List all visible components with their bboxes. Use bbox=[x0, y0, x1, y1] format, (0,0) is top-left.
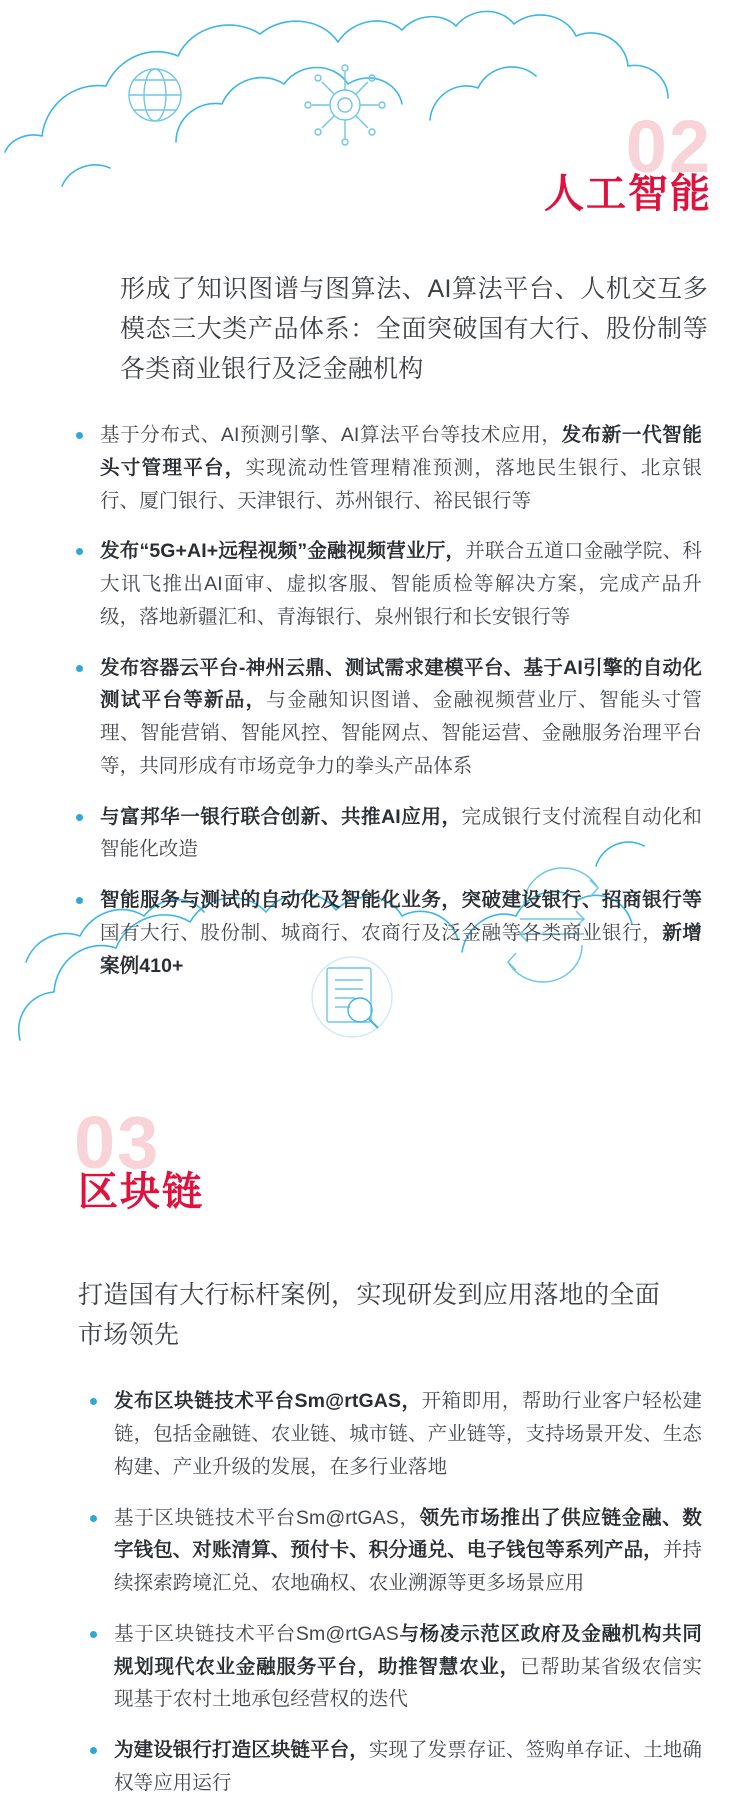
bullet-list-ai bbox=[0, 419, 750, 982]
section-blockchain bbox=[0, 1058, 750, 1799]
list-item: 基于区块链技术平台Sm@rtGAS，领先市场推出了供应链金融、数字钱包、对账清算、预付卡、积分通兑、电子钱包等系列产品，并持续探索跨境汇兑、农地确权、农业溯源等更多场景应用 bbox=[88, 1502, 702, 1600]
section-description: 形成了知识图谱与图算法、AI算法平台、人机交互多模态三大类产品体系：全面突破国有大行、股份制等各类商业银行及泛金融机构 bbox=[120, 275, 708, 383]
section-number: 02 bbox=[625, 105, 712, 188]
list-item: 发布容器云平台-神州云鼎、测试需求建模平台、基于AI引擎的自动化测试平台等新品，与金融知识图谱、金融视频营业厅、智能头寸管理、智能营销、智能风控、智能网点、智能运营、金融服务治理平台等，共同形成有市场竞争力的拳头产品体系 bbox=[74, 652, 702, 783]
section-spacer bbox=[0, 1000, 750, 1058]
section-header-ai bbox=[0, 105, 750, 236]
bullet-list-blockchain bbox=[0, 1385, 750, 1799]
list-item: 基于分布式、AI预测引擎、AI算法平台等技术应用，发布新一代智能头寸管理平台，实现流动性管理精准预测，落地民生银行、北京银行、厦门银行、天津银行、苏州银行、裕民银行等 bbox=[74, 419, 702, 517]
list-item: 智能服务与测试的自动化及智能化业务，突破建设银行、招商银行等国有大行、股份制、城商行、农商行及泛金融等各类商业银行，新增案例410+ bbox=[74, 884, 702, 982]
list-item: 为建设银行打造区块链平台，实现了发票存证、签购单存证、土地确权等应用运行 bbox=[88, 1734, 702, 1800]
section-title: 区块链 bbox=[78, 1170, 204, 1215]
section-title: 人工智能 bbox=[544, 172, 712, 216]
list-item: 基于区块链技术平台Sm@rtGAS与杨凌示范区政府及金融机构共同规划现代农业金融服务平台，助推智慧农业，已帮助某省级农信实现基于农村土地承包经营权的迭代 bbox=[88, 1618, 702, 1716]
section-number: 03 bbox=[74, 1101, 161, 1185]
list-item: 发布区块链技术平台Sm@rtGAS，开箱即用，帮助行业客户轻松建链，包括金融链、农业链、城市链、产业链等，支持场景开发、生态构建、产业升级的发展，在多行业落地 bbox=[88, 1385, 702, 1483]
list-item: 与富邦华一银行联合创新、共推AI应用，完成银行支付流程自动化和智能化改造 bbox=[74, 801, 702, 867]
section-header-blockchain bbox=[0, 1101, 750, 1240]
list-item: 发布“5G+AI+远程视频”金融视频营业厅，并联合五道口金融学院、科大讯飞推出AI面审、虚拟客服、智能质检等解决方案，完成产品升级，落地新疆汇和、青海银行、泉州银行和长安银行等 bbox=[74, 535, 702, 633]
section-description: 打造国有大行标杆案例，实现研发到应用落地的全面市场领先 bbox=[78, 1281, 660, 1350]
